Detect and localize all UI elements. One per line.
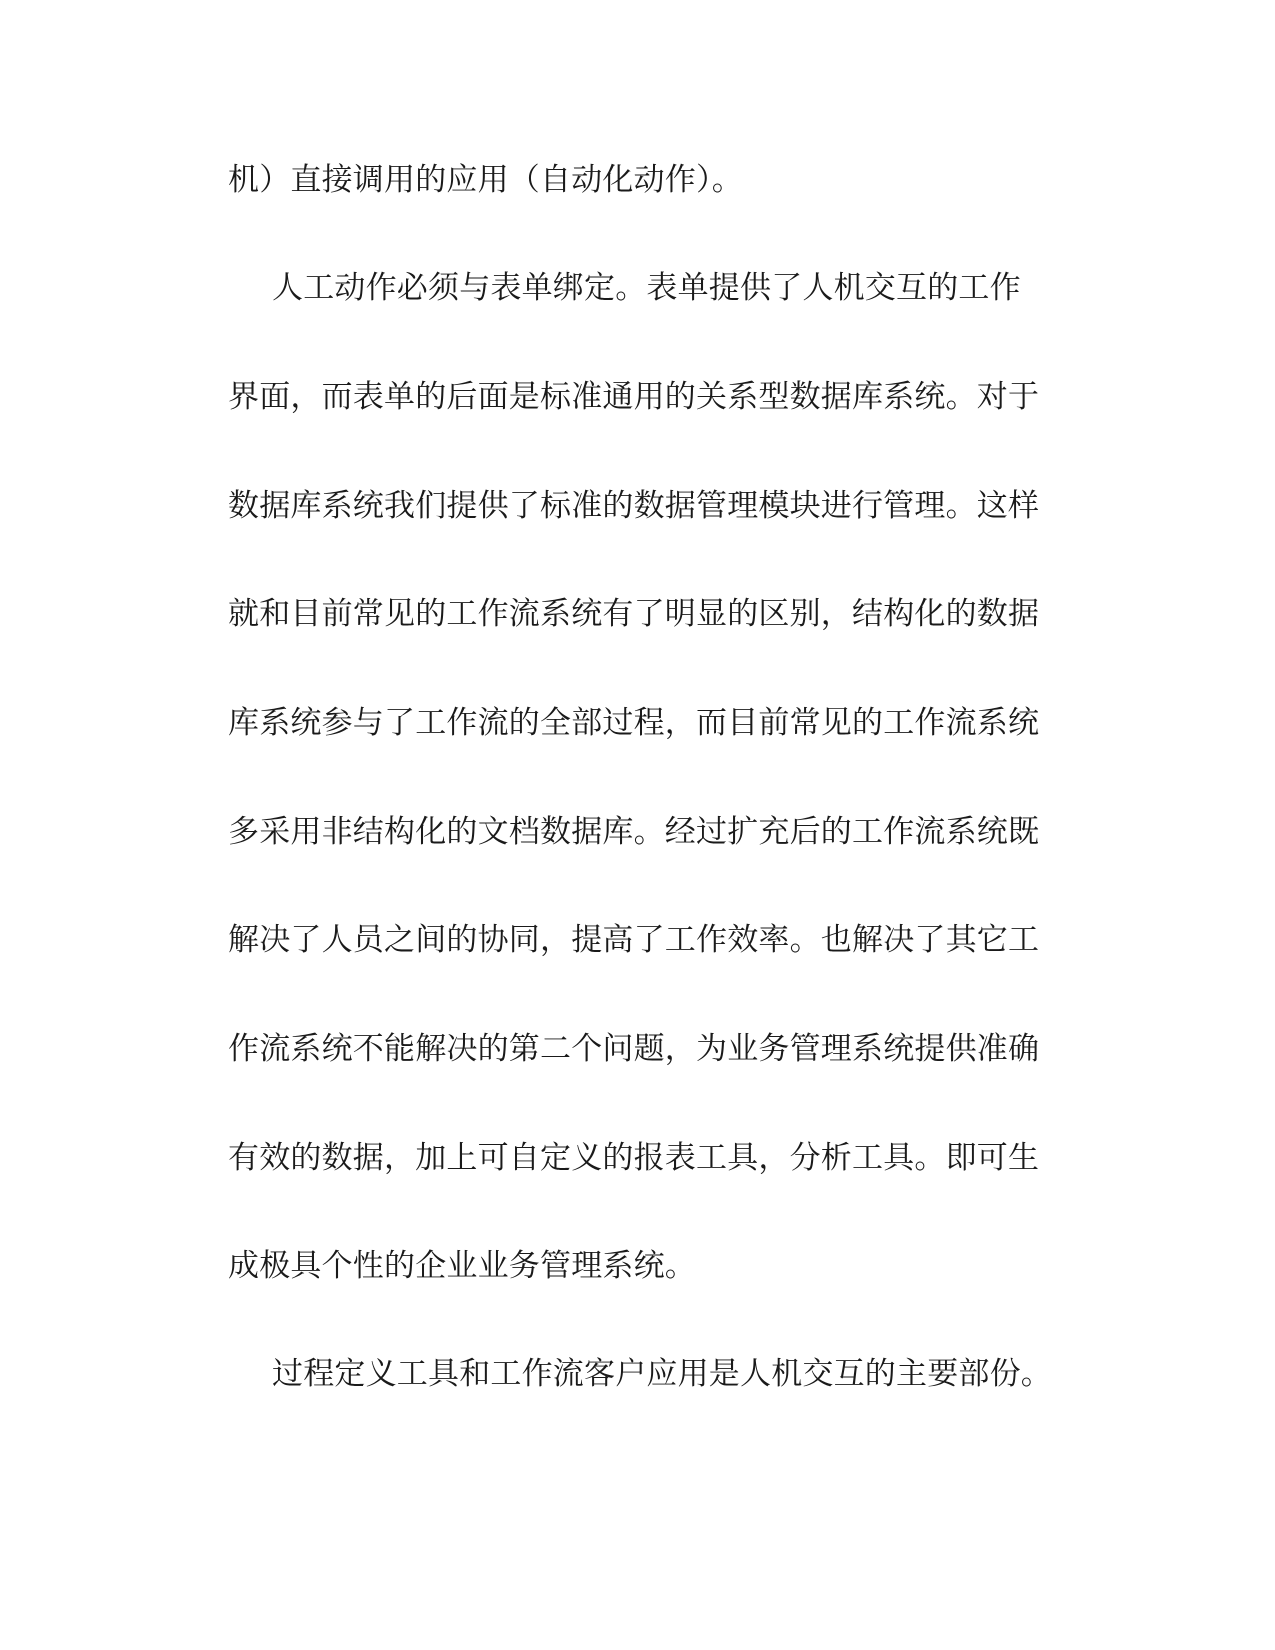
text-line-3: 界面，而表单的后面是标准通用的关系型数据库系统。对于 [228,379,1040,415]
text-line-12: 过程定义工具和工作流客户应用是人机交互的主要部份。 [272,1356,1052,1392]
text-line-5: 就和目前常见的工作流系统有了明显的区别，结构化的数据 [228,596,1040,632]
text-line-1: 机）直接调用的应用（自动化动作）。 [228,162,743,198]
text-line-10: 有效的数据，加上可自定义的报表工具，分析工具。即可生 [228,1140,1040,1176]
text-line-4: 数据库系统我们提供了标准的数据管理模块进行管理。这样 [228,488,1040,524]
text-line-9: 作流系统不能解决的第二个问题，为业务管理系统提供准确 [228,1031,1040,1067]
text-line-8: 解决了人员之间的协同，提高了工作效率。也解决了其它工 [228,922,1040,958]
text-line-7: 多采用非结构化的文档数据库。经过扩充后的工作流系统既 [228,814,1040,850]
text-line-11: 成极具个性的企业业务管理系统。 [228,1248,696,1284]
text-line-2: 人工动作必须与表单绑定。表单提供了人机交互的工作 [272,270,1021,306]
text-line-6: 库系统参与了工作流的全部过程，而目前常见的工作流系统 [228,705,1040,741]
